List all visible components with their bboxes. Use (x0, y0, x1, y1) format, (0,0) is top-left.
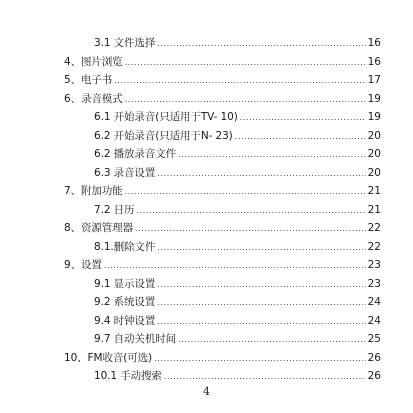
toc-entry (0, 182, 413, 201)
toc-leader-dots (178, 146, 366, 165)
toc-entry-page: 21 (367, 203, 381, 216)
toc-entry (0, 34, 413, 53)
toc-leader-dots (154, 350, 366, 369)
toc-entry-label: 7.2 日历 (94, 203, 135, 216)
toc-entry (0, 312, 413, 331)
toc-entry-label: 8.1.删除文件 (94, 240, 156, 253)
toc-entry (0, 108, 413, 127)
toc-leader-dots (125, 54, 366, 73)
toc-entry-page: 26 (367, 351, 381, 364)
toc-entry-label: 6.2 播放录音文件 (94, 148, 177, 160)
toc-entry-page: 24 (367, 314, 381, 327)
toc-entry-label: 6.2 开始录音(只适用于N- 23) (94, 129, 233, 142)
toc-leader-dots (178, 331, 366, 350)
toc-entry-page: 20 (367, 148, 381, 160)
toc-entry (0, 349, 413, 368)
toc-entry-label: 5、电子书 (64, 74, 113, 86)
toc-entry-page: 26 (367, 370, 381, 382)
toc-entry-label: 9、设置 (64, 259, 102, 271)
toc-entry (0, 238, 413, 257)
toc-entry-page: 23 (367, 259, 381, 271)
toc-entry-label: 8、资源管理器 (64, 222, 133, 234)
toc-entry-page: 21 (367, 185, 381, 197)
toc-leader-dots (104, 257, 366, 276)
toc-entry-label: 10.1 手动搜索 (94, 370, 162, 382)
toc-entry (0, 127, 413, 146)
table-of-contents (0, 34, 413, 386)
toc-leader-dots (157, 313, 365, 332)
toc-leader-dots (125, 183, 366, 202)
toc-entry (0, 164, 413, 183)
toc-leader-dots (240, 109, 366, 128)
toc-leader-dots (135, 220, 366, 239)
toc-entry-label: 7、附加功能 (64, 185, 123, 197)
toc-leader-dots (157, 294, 365, 313)
toc-entry-page: 20 (367, 129, 381, 142)
toc-leader-dots (136, 202, 365, 221)
toc-entry-label: 9.1 显示设置 (94, 277, 156, 290)
toc-entry-page: 16 (367, 55, 381, 68)
toc-leader-dots (157, 239, 365, 258)
toc-leader-dots (125, 91, 366, 110)
toc-entry-label: 6、录音模式 (64, 92, 123, 105)
toc-entry-page: 19 (367, 111, 381, 123)
toc-entry (0, 145, 413, 164)
toc-entry (0, 201, 413, 220)
toc-entry-page: 22 (367, 222, 381, 234)
toc-entry-page: 25 (367, 333, 381, 345)
toc-leader-dots (164, 368, 366, 387)
toc-entry (0, 53, 413, 72)
toc-entry-label: 9.4 时钟设置 (94, 314, 156, 327)
toc-entry-label: 3.1 文件选择 (94, 37, 156, 49)
page-number: 4 (203, 385, 210, 398)
toc-entry-label: 9.7 自动关机时间 (94, 333, 177, 345)
toc-leader-dots (235, 128, 366, 147)
toc-entry-page: 24 (367, 296, 381, 308)
toc-entry (0, 367, 413, 386)
toc-entry (0, 256, 413, 275)
toc-entry-label: 9.2 系统设置 (94, 296, 156, 308)
toc-entry-label: 6.1 开始录音(只适用于TV- 10) (94, 111, 238, 123)
toc-leader-dots (114, 72, 365, 91)
toc-entry (0, 275, 413, 294)
toc-entry-page: 19 (367, 92, 381, 105)
toc-entry-page: 17 (367, 74, 381, 86)
toc-leader-dots (157, 35, 365, 54)
toc-entry (0, 293, 413, 312)
toc-entry-page: 23 (367, 277, 381, 290)
toc-leader-dots (157, 165, 365, 184)
toc-entry-page: 22 (367, 240, 381, 253)
toc-entry-page: 20 (367, 166, 381, 179)
toc-entry-page: 16 (367, 37, 381, 49)
toc-entry-label: 4、图片浏览 (64, 55, 123, 68)
toc-entry (0, 219, 413, 238)
toc-entry (0, 90, 413, 109)
toc-entry-label: 6.3 录音设置 (94, 166, 156, 179)
toc-leader-dots (157, 276, 365, 295)
toc-entry-label: 10、FM收音(可选) (64, 351, 153, 364)
toc-entry (0, 330, 413, 349)
toc-entry (0, 71, 413, 90)
